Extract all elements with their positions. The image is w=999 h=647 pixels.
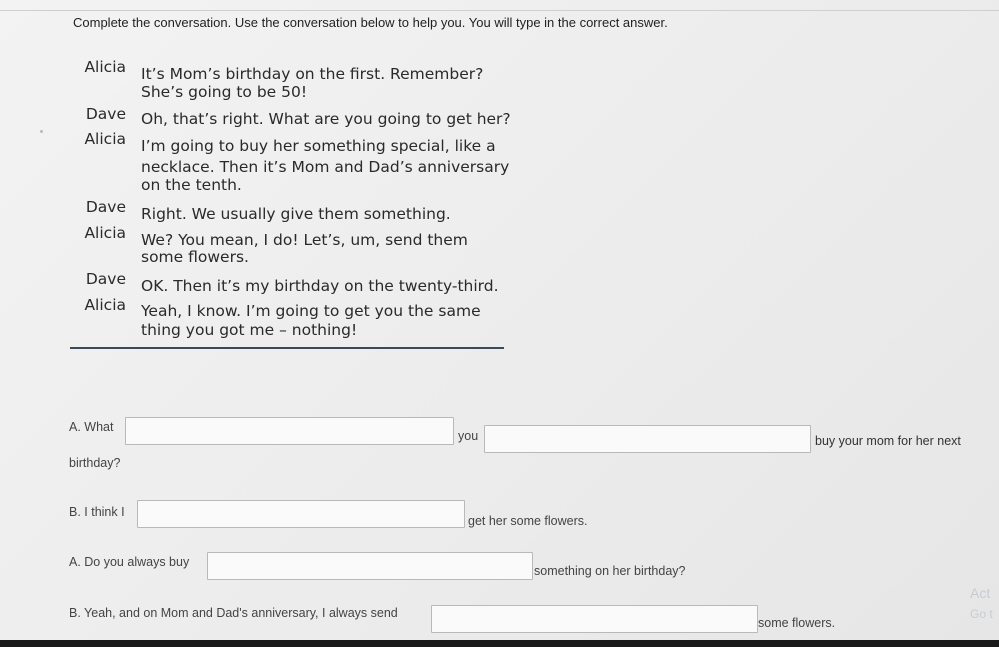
decorative-dot [40, 130, 43, 133]
speech-line: on the tenth. [141, 176, 242, 194]
taskbar-edge [0, 640, 999, 647]
speaker-label: Alicia [84, 296, 126, 314]
speech-line: necklace. Then it’s Mom and Dad’s anniversary [141, 158, 510, 176]
speech-line: We? You mean, I do! Let’s, um, send them [141, 231, 468, 249]
speaker-label: Dave [85, 105, 126, 123]
speech-line: Yeah, I know. I’m going to get you the same [141, 302, 481, 320]
q1-answer-field-2[interactable] [484, 425, 811, 453]
instructions-text: Complete the conversation. Use the conversation below to help you. You will type in the correct answer. [73, 15, 668, 30]
q3-prefix: A. Do you always buy [69, 555, 190, 569]
q4-prefix: B. Yeah, and on Mom and Dad's anniversary, I always send [69, 606, 398, 620]
speech-line: Oh, that’s right. What are you going to get her? [141, 110, 511, 128]
speech-line: She’s going to be 50! [141, 83, 308, 101]
q1-suffix: buy your mom for her next [815, 434, 961, 448]
activate-watermark-sub: Go t [970, 607, 993, 621]
speech-line: I’m going to buy her something special, like a [141, 137, 496, 155]
speech-line: OK. Then it’s my birthday on the twenty-third. [141, 277, 499, 295]
q1-wrap: birthday? [69, 456, 121, 470]
q2-answer-field[interactable] [137, 500, 465, 528]
speech-line: some flowers. [141, 248, 249, 266]
speech-line: Right. We usually give them something. [141, 205, 451, 223]
q3-answer-field[interactable] [207, 552, 533, 580]
speaker-label: Alicia [84, 58, 126, 76]
q2-suffix: get her some flowers. [468, 514, 588, 528]
q4-answer-field[interactable] [431, 605, 758, 633]
q1-answer-field-1[interactable] [125, 417, 454, 445]
conversation-underline [70, 347, 504, 349]
q4-suffix: some flowers. [758, 616, 836, 630]
speaker-label: Dave [85, 270, 126, 288]
speaker-label: Dave [85, 198, 126, 216]
speaker-label: Alicia [84, 224, 126, 242]
speech-line: It’s Mom’s birthday on the first. Remember? [141, 65, 484, 83]
q1-prefix: A. What [69, 420, 114, 434]
q3-suffix: something on her birthday? [534, 564, 686, 578]
speech-line: thing you got me – nothing! [141, 321, 358, 339]
top-divider [0, 10, 999, 11]
activate-watermark: Act [970, 585, 991, 601]
speaker-label: Alicia [84, 130, 126, 148]
q2-prefix: B. I think I [69, 505, 125, 519]
q1-middle: you [458, 429, 479, 443]
